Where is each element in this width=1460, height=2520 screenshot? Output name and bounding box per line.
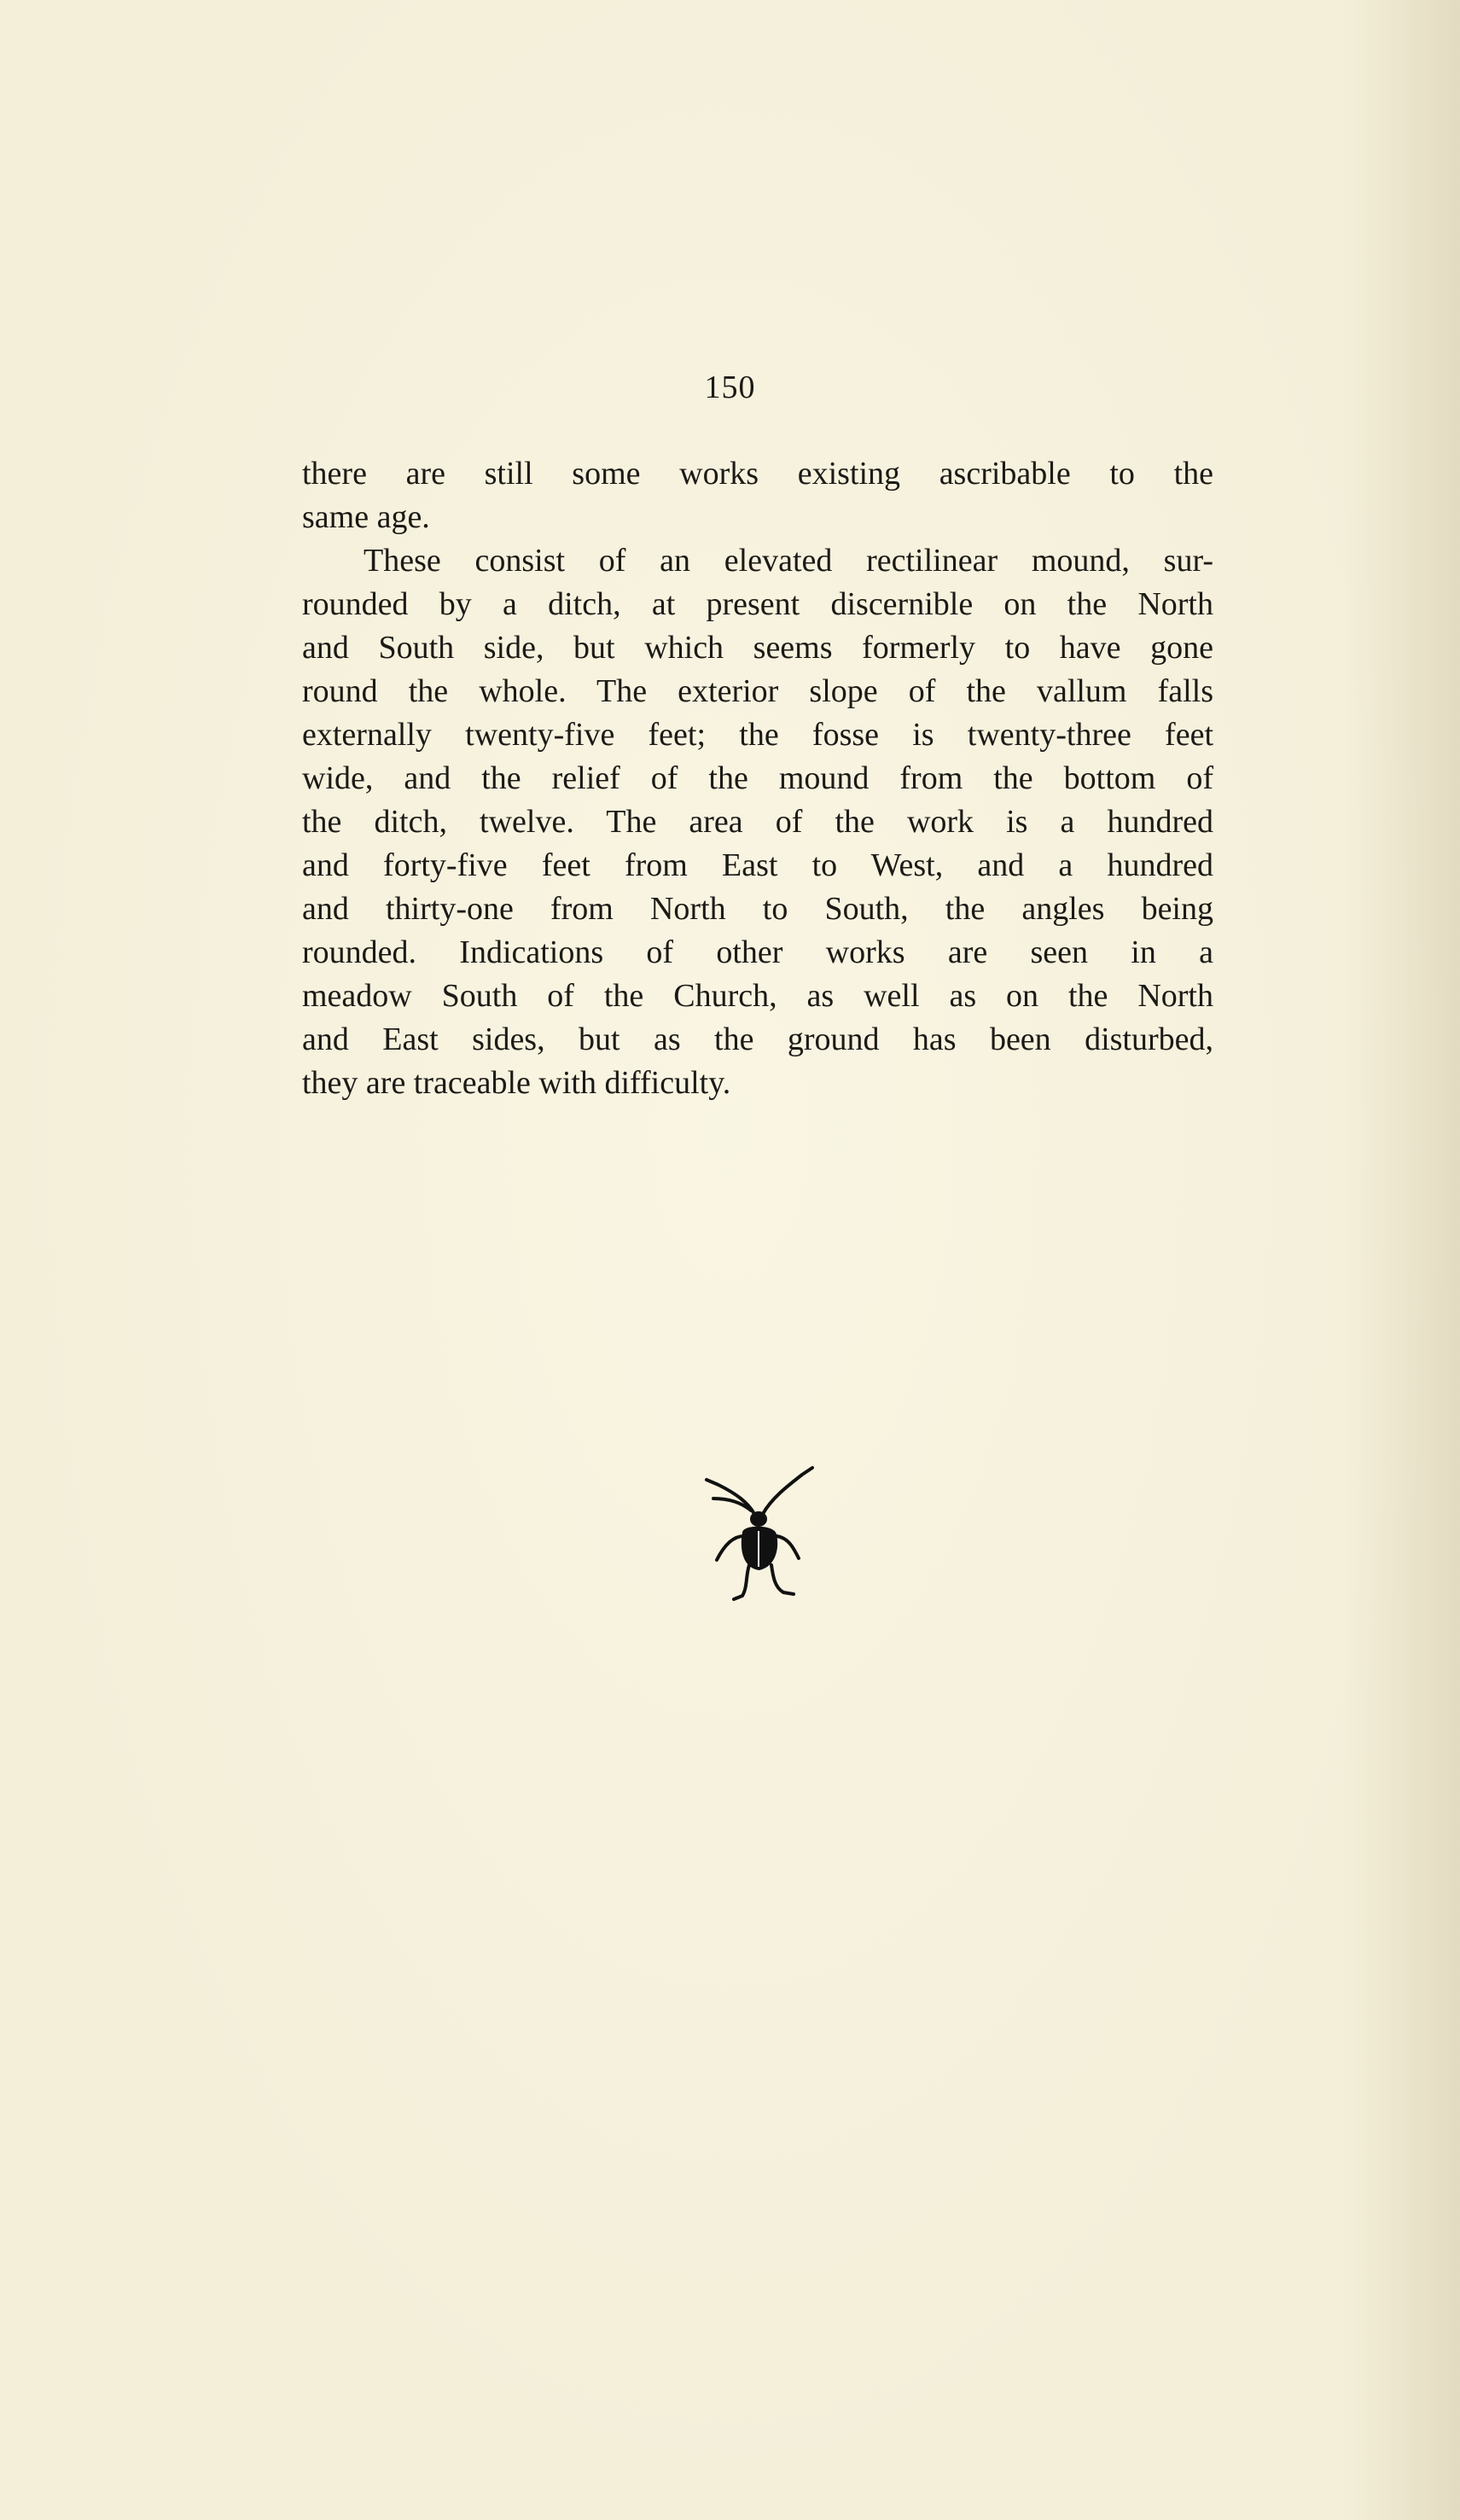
text-line: wide, and the relief of the mound from the bottom of xyxy=(302,760,1213,796)
text-line: same age. xyxy=(302,499,430,535)
body-text xyxy=(302,452,1213,1105)
text-line: externally twenty-five feet; the fosse is twenty-three feet xyxy=(302,717,1213,753)
text-line: the ditch, twelve. The area of the work is a hundred xyxy=(302,804,1213,840)
text-line: rounded by a ditch, at present discernible on the North xyxy=(302,586,1213,622)
page-number: 150 xyxy=(704,370,756,405)
text-line: round the whole. The exterior slope of the vallum falls xyxy=(302,673,1213,709)
text-line: meadow South of the Church, as well as on the North xyxy=(302,978,1213,1014)
text-line: and East sides, but as the ground has been disturbed, xyxy=(302,1021,1213,1057)
text-line: rounded. Indications of other works are seen in a xyxy=(302,934,1213,970)
text-line: there are still some works existing ascribable to the xyxy=(302,456,1213,492)
text-line: These consist of an elevated rectilinear mound, sur- xyxy=(364,543,1213,579)
beetle-icon xyxy=(698,1464,819,1603)
text-line: they are traceable with difficulty. xyxy=(302,1065,731,1101)
text-line: and forty-five feet from East to West, and a hundred xyxy=(302,847,1213,883)
text-line: and South side, but which seems formerly to have gone xyxy=(302,630,1213,666)
text-line: and thirty-one from North to South, the angles being xyxy=(302,891,1213,927)
